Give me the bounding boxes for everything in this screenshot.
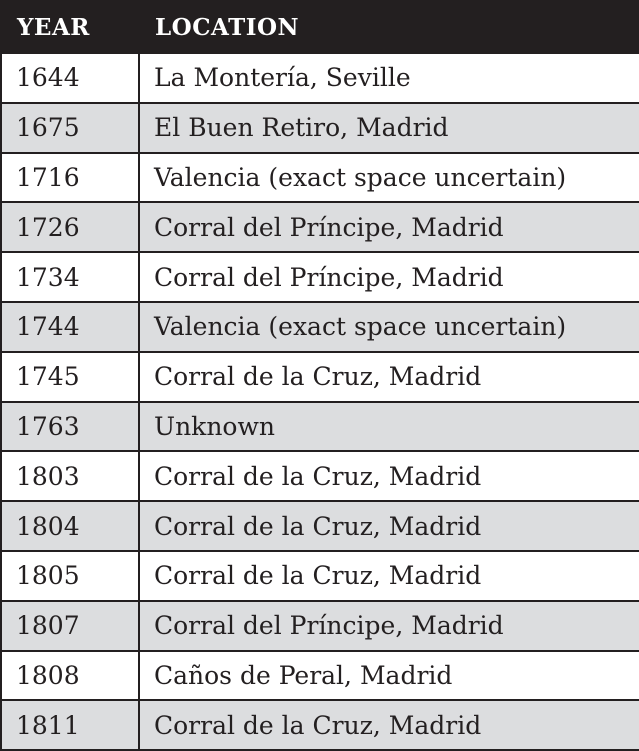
- year-cell: 1716: [1, 153, 139, 203]
- location-cell: El Buen Retiro, Madrid: [139, 103, 639, 153]
- table-row: [1, 700, 639, 750]
- location-cell: Caños de Peral, Madrid: [139, 651, 639, 701]
- location-cell: Corral del Príncipe, Madrid: [139, 202, 639, 252]
- year-cell: 1811: [1, 700, 139, 750]
- location-cell: Valencia (exact space uncertain): [139, 153, 639, 203]
- year-cell: 1803: [1, 451, 139, 501]
- location-column-header: LOCATION: [139, 1, 639, 53]
- table-row: [1, 601, 639, 651]
- table-row: [1, 501, 639, 551]
- table-row: [1, 651, 639, 701]
- year-cell: 1734: [1, 252, 139, 302]
- table-row: [1, 451, 639, 501]
- location-cell: Valencia (exact space uncertain): [139, 302, 639, 352]
- year-cell: 1807: [1, 601, 139, 651]
- location-cell: Corral de la Cruz, Madrid: [139, 700, 639, 750]
- year-cell: 1726: [1, 202, 139, 252]
- year-cell: 1745: [1, 352, 139, 402]
- location-cell: Corral de la Cruz, Madrid: [139, 451, 639, 501]
- year-cell: 1804: [1, 501, 139, 551]
- location-cell: Corral del Príncipe, Madrid: [139, 252, 639, 302]
- location-cell: La Montería, Seville: [139, 53, 639, 103]
- year-cell: 1744: [1, 302, 139, 352]
- table-header-row: [1, 1, 639, 53]
- year-cell: 1675: [1, 103, 139, 153]
- location-cell: Unknown: [139, 402, 639, 452]
- location-cell: Corral de la Cruz, Madrid: [139, 352, 639, 402]
- table-row: [1, 402, 639, 452]
- table-row: [1, 551, 639, 601]
- location-cell: Corral del Príncipe, Madrid: [139, 601, 639, 651]
- year-cell: 1808: [1, 651, 139, 701]
- location-cell: Corral de la Cruz, Madrid: [139, 501, 639, 551]
- table-row: [1, 103, 639, 153]
- year-cell: 1805: [1, 551, 139, 601]
- table-row: [1, 153, 639, 203]
- table-row: [1, 352, 639, 402]
- year-cell: 1644: [1, 53, 139, 103]
- table-row: [1, 202, 639, 252]
- location-cell: Corral de la Cruz, Madrid: [139, 551, 639, 601]
- table-row: [1, 302, 639, 352]
- year-cell: 1763: [1, 402, 139, 452]
- table-row: [1, 252, 639, 302]
- year-column-header: YEAR: [1, 1, 139, 53]
- table-row: [1, 53, 639, 103]
